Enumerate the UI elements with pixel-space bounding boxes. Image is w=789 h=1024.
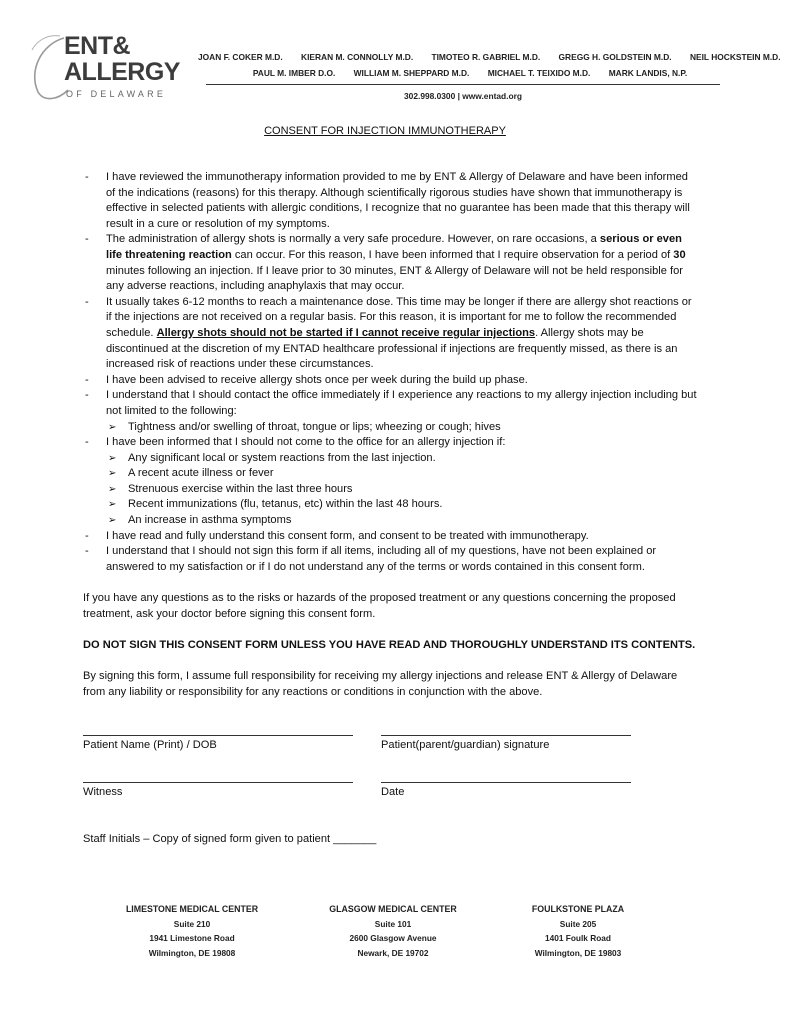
sub-item-text: Any significant local or system reactions from the last injection. [128,451,436,464]
item-bold-text: serious or even life threatening reaction [106,233,682,261]
dash-bullet: - [85,529,89,542]
logo-text-delaware: OF DELAWARE [66,89,167,99]
item-text: It usually takes 6-12 months to reach a maintenance dose. This time may be longer if there are allergy shot reactions or if the injections are not received on a regular basis. For this reason, it is important for me to follow the recommended schedule. [106,295,692,339]
location-street: 1941 Limestone Road [149,933,235,943]
arrow-bullet-icon: ➢ [108,515,117,527]
item-bold-text: 30 [673,248,686,261]
contact-info: 302.998.0300 | www.entad.org [404,91,522,101]
location-foulkstone [478,902,678,960]
ent-allergy-logo [24,30,184,110]
consent-item [83,435,698,451]
sub-item-text: Recent immunizations (flu, tetanus, etc) within the last 48 hours. [128,498,443,511]
consent-item [83,388,698,419]
doctor-name: PAUL M. IMBER D.O. [252,68,336,78]
location-suite: Suite 101 [374,918,412,929]
item-text: I understand that I should contact the office immediately if I experience any reactions to my allergy injection including but not limited to the following: [106,389,697,417]
sub-item [83,466,698,482]
sub-item-text: A recent acute illness or fever [128,467,274,480]
dash-bullet: - [85,171,89,183]
staff-initials: Staff Initials – Copy of signed form given to patient _______ [83,833,377,845]
item-text: The administration of allergy shots is normally a very safe procedure. However, on rare occasions, a [106,233,600,246]
item-text: minutes following an injection. If I leave prior to 30 minutes, ENT & Allergy of Delaware will not be held responsible for any adverse reactions, including anaphylaxis that may occur. [106,264,683,293]
sub-item [83,497,698,513]
arrow-bullet-icon: ➢ [108,483,117,495]
item-text: I have been advised to receive allergy shots once per week during the build up phase. [106,373,528,386]
logo-text-ent: ENT& [64,32,131,60]
logo-text-allergy: ALLERGY [64,58,180,86]
patient-name-line[interactable] [83,735,353,736]
consent-body [83,170,698,700]
location-city: Wilmington, DE 19808 [148,947,236,958]
doctor-name: KIERAN M. CONNOLLY M.D. [301,52,414,62]
doctor-list-row2 [190,68,750,78]
patient-name-label: Patient Name (Print) / DOB [83,739,217,751]
sub-item-text: An increase in asthma symptoms [128,514,292,527]
doctor-list-row1 [190,52,781,62]
consent-item [83,170,698,232]
consent-item [83,529,698,545]
item-text: can occur. For this reason, I have been informed that I require observation for a period of [231,248,674,261]
location-city: Newark, DE 19702 [357,947,429,958]
date-label: Date [381,786,405,798]
sub-item-text: Strenuous exercise within the last three hours [128,482,353,495]
witness-line[interactable] [83,782,353,783]
item-bold-text: Allergy shots should not be started if I cannot receive regular injections [156,326,536,339]
responsibility-paragraph: By signing this form, I assume full responsibility for receiving my allergy injections and release ENT & Allergy of Delaware from any liability or responsibility for any reactions or conditions in conjunction with the above. [83,670,678,698]
dash-bullet: - [85,373,89,386]
item-text: I have reviewed the immunotherapy information provided to me by ENT & Allergy of Delaware and have been informed of the indications (reasons) for this therapy. Although scientifically rigorous studies have shown that immunotherapy is effective in selected patients with allergic conditions, I recognize that no guarantee has been made that this therapy will result in a cure or resolution of my symptoms. [106,171,690,230]
arrow-bullet-icon: ➢ [108,421,117,433]
item-text: I understand that I should not sign this form if all items, including all of my questions, have not been explained or answered to my satisfaction or if I do not understand any of the terms or words contained in this consent form. [106,545,657,573]
sub-item [83,513,698,529]
warning-text: DO NOT SIGN THIS CONSENT FORM UNLESS YOU HAVE READ AND THOROUGHLY UNDERSTAND ITS CONTENTS. [83,638,696,651]
location-glasgow [293,902,493,960]
dash-bullet: - [85,233,89,246]
sub-item [83,451,698,467]
item-text: I have read and fully understand this consent form, and consent to be treated with immunotherapy. [106,529,589,542]
patient-signature-label: Patient(parent/guardian) signature [381,739,550,751]
doctor-name: MICHAEL T. TEIXIDO M.D. [487,68,591,78]
arrow-bullet-icon: ➢ [108,468,117,480]
consent-item [83,373,698,389]
header-divider [206,84,720,85]
dash-bullet: - [85,295,89,308]
doctor-name: MARK LANDIS, N.P. [608,68,688,78]
arrow-bullet-icon: ➢ [108,452,117,464]
arrow-bullet-icon: ➢ [108,499,117,511]
location-name: FOULKSTONE PLAZA [531,904,625,914]
patient-signature-line[interactable] [381,735,631,736]
location-limestone [92,902,292,960]
location-city: Wilmington, DE 19803 [534,947,622,958]
date-line[interactable] [381,782,631,783]
doctor-name: WILLIAM M. SHEPPARD M.D. [353,68,470,78]
consent-item [83,544,698,575]
consent-item [83,232,698,294]
location-street: 2600 Glasgow Avenue [349,933,437,943]
item-text: I have been informed that I should not come to the office for an allergy injection if: [106,436,506,449]
location-name: GLASGOW MEDICAL CENTER [329,904,457,914]
doctor-name: JOAN F. COKER M.D. [198,52,283,62]
sub-item [83,482,698,498]
sub-item [83,420,698,436]
dash-bullet: - [85,436,89,449]
witness-label: Witness [83,786,123,798]
dash-bullet: - [85,545,89,558]
location-suite: Suite 205 [559,918,597,929]
document-title: CONSENT FOR INJECTION IMMUNOTHERAPY [264,125,506,137]
sub-item-text: Tightness and/or swelling of throat, tongue or lips; wheezing or cough; hives [128,420,501,433]
questions-paragraph: If you have any questions as to the risks or hazards of the proposed treatment or any questions concerning the proposed treatment, ask your doctor before signing this consent form. [83,592,676,620]
doctor-name: TIMOTEO R. GABRIEL M.D. [431,52,541,62]
item-text: . Allergy shots may be discontinued at the discretion of my ENTAD healthcare professional if injections are frequently missed, as there is an increased risk of reactions under these circumstances. [106,326,678,371]
location-name: LIMESTONE MEDICAL CENTER [125,904,259,914]
doctor-name: GREGG H. GOLDSTEIN M.D. [558,52,672,62]
doctor-name: NEIL HOCKSTEIN M.D. [689,52,781,62]
location-street: 1401 Foulk Road [545,933,611,943]
dash-bullet: - [85,389,89,402]
consent-item [83,295,698,373]
location-suite: Suite 210 [173,918,211,929]
